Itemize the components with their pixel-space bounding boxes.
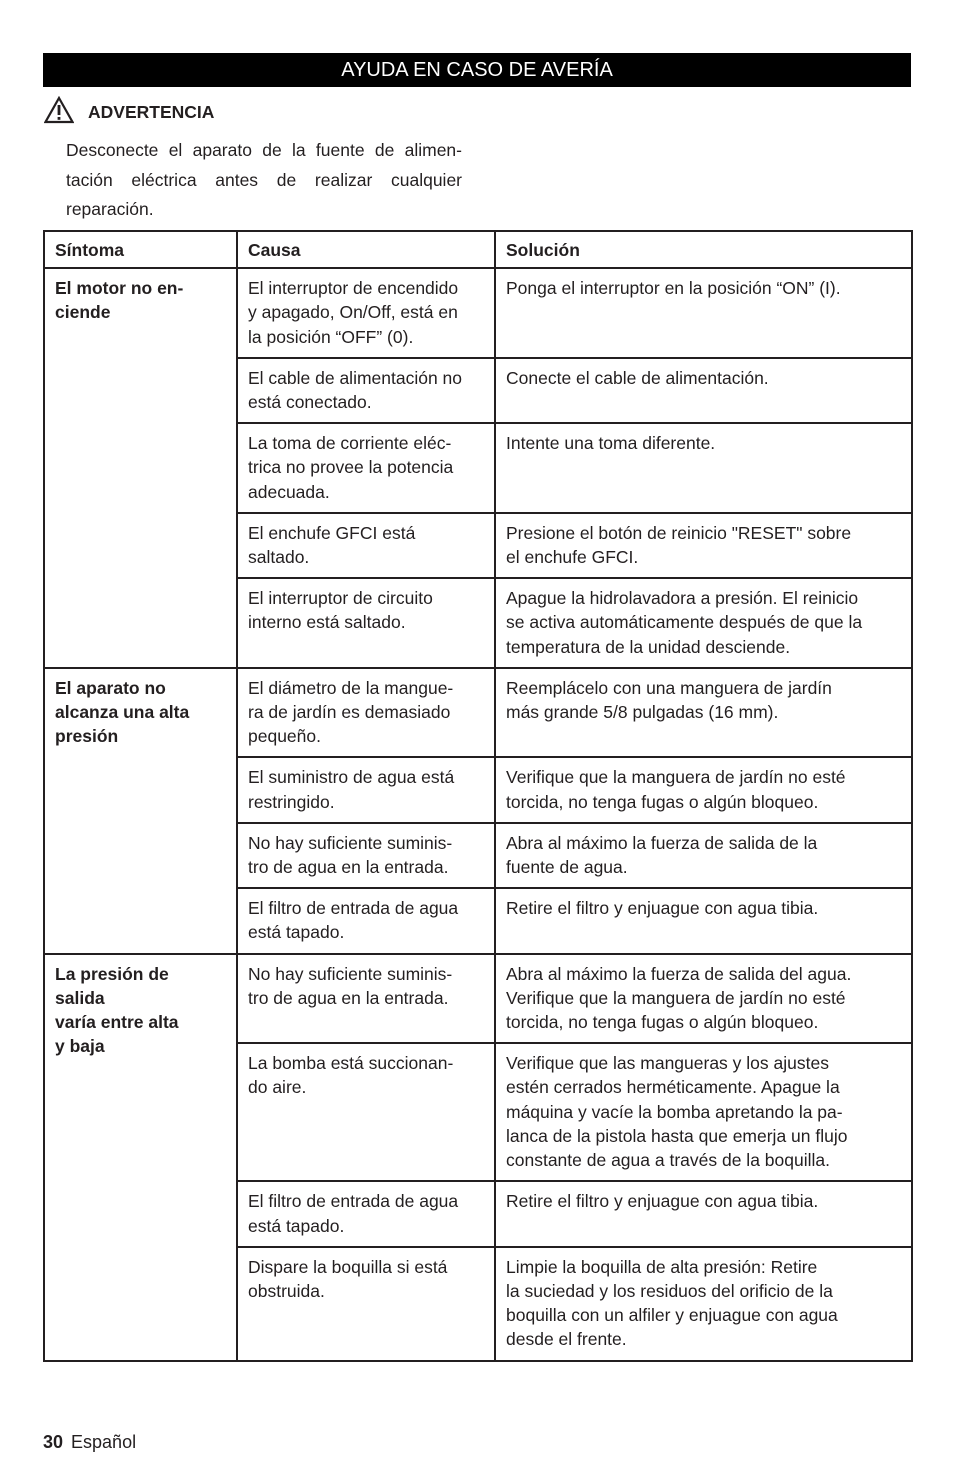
symptom-cell-line: alcanza una alta xyxy=(55,702,190,723)
symptom-cell-line: varía entre alta xyxy=(55,1012,179,1033)
cause-cell xyxy=(237,823,495,888)
cause-cell-line: saltado. xyxy=(248,547,310,568)
cause-cell xyxy=(237,888,495,953)
solution-cell-line: Conecte el cable de alimentación. xyxy=(506,367,769,388)
cause-cell-line: adecuada. xyxy=(248,481,330,502)
solution-cell xyxy=(495,757,912,822)
cause-cell-line: No hay suficiente suminis- xyxy=(248,832,453,853)
solution-cell-line: Abra al máximo la fuerza de salida del agua. xyxy=(506,963,852,984)
solution-cell xyxy=(495,823,912,888)
page-number: 30 xyxy=(43,1432,64,1452)
solution-cell xyxy=(495,1043,912,1181)
symptom-cell-line: La presión de xyxy=(55,963,169,984)
cause-cell xyxy=(237,578,495,668)
cause-cell-line: Dispare la boquilla si está xyxy=(248,1256,448,1277)
solution-cell-line: Verifique que la manguera de jardín no esté xyxy=(506,987,846,1008)
solution-cell xyxy=(495,268,912,358)
cause-cell xyxy=(237,268,495,358)
cause-cell-line: tro de agua en la entrada. xyxy=(248,857,449,878)
cause-cell-line: El filtro de entrada de agua xyxy=(248,898,459,919)
cause-cell xyxy=(237,757,495,822)
cause-cell-line: La bomba está succionan- xyxy=(248,1053,454,1074)
solution-cell-line: Abra al máximo la fuerza de salida de la xyxy=(506,832,818,853)
cause-cell xyxy=(237,668,495,758)
solution-cell-line: el enchufe GFCI. xyxy=(506,547,639,568)
symptom-cell-line: presión xyxy=(55,726,119,747)
column-header-symptom: Síntoma xyxy=(44,231,237,268)
solution-cell xyxy=(495,888,912,953)
solution-cell xyxy=(495,954,912,1044)
solution-cell-line: Ponga el interruptor en la posición “ON” (I). xyxy=(506,278,841,299)
cause-cell xyxy=(237,954,495,1044)
table-header-row xyxy=(44,231,912,268)
solution-cell xyxy=(495,423,912,513)
solution-cell-line: máquina y vacíe la bomba apretando la pa- xyxy=(506,1101,843,1122)
cause-cell-line: y apagado, On/Off, está en xyxy=(248,302,458,323)
cause-cell-line: El enchufe GFCI está xyxy=(248,522,416,543)
solution-cell-line: torcida, no tenga fugas o algún bloqueo. xyxy=(506,1012,819,1033)
warning-text xyxy=(66,136,462,225)
symptom-cell-line: ciende xyxy=(55,302,111,323)
warning-triangle-icon xyxy=(44,96,74,129)
symptom-cell xyxy=(44,954,237,1361)
solution-cell xyxy=(495,1181,912,1246)
solution-cell-line: Limpie la boquilla de alta presión: Retire xyxy=(506,1256,818,1277)
cause-cell-line: está tapado. xyxy=(248,922,345,943)
cause-cell-line: El suministro de agua está xyxy=(248,767,455,788)
cause-cell xyxy=(237,1247,495,1361)
cause-cell-line: está tapado. xyxy=(248,1215,345,1236)
cause-cell-line: la posición “OFF” (0). xyxy=(248,326,414,347)
symptom-cell-line: salida xyxy=(55,987,105,1008)
solution-cell-line: la suciedad y los residuos del orificio de la xyxy=(506,1280,833,1301)
cause-cell-line: El interruptor de encendido xyxy=(248,278,459,299)
cause-cell-line: El diámetro de la mangue- xyxy=(248,677,454,698)
cause-cell xyxy=(237,1043,495,1181)
cause-cell-line: ra de jardín es demasiado xyxy=(248,702,451,723)
cause-cell-line: El cable de alimentación no xyxy=(248,367,463,388)
solution-cell xyxy=(495,358,912,423)
column-header-cause: Causa xyxy=(237,231,495,268)
solution-cell-line: temperatura de la unidad desciende. xyxy=(506,636,791,657)
solution-cell-line: constante de agua a través de la boquilla. xyxy=(506,1150,830,1171)
symptom-cell-line: El aparato no xyxy=(55,677,166,698)
footer-language: Español xyxy=(71,1432,137,1452)
warning-text-line: tación eléctrica antes de realizar cualquier xyxy=(66,169,462,190)
cause-cell-line: tro de agua en la entrada. xyxy=(248,987,449,1008)
cause-cell-line: do aire. xyxy=(248,1077,307,1098)
warning-heading xyxy=(44,97,214,127)
table-body xyxy=(44,268,912,1360)
section-title: AYUDA EN CASO DE AVERÍA xyxy=(341,58,613,81)
solution-cell-line: lanca de la pistola hasta que emerja un flujo xyxy=(506,1125,848,1146)
solution-cell xyxy=(495,578,912,668)
cause-cell xyxy=(237,423,495,513)
solution-cell-line: Apague la hidrolavadora a presión. El reinicio xyxy=(506,588,859,609)
solution-cell-line: boquilla con un alfiler y enjuague con agua xyxy=(506,1305,838,1326)
troubleshooting-table xyxy=(43,230,913,1362)
solution-cell-line: más grande 5/8 pulgadas (16 mm). xyxy=(506,702,779,723)
warning-text-line: Desconecte el aparato de la fuente de alimen- xyxy=(66,140,462,160)
cause-cell-line: restringido. xyxy=(248,791,335,812)
solution-cell-line: Intente una toma diferente. xyxy=(506,433,716,454)
cause-cell-line: El interruptor de circuito xyxy=(248,588,433,609)
solution-cell-line: Verifique que la manguera de jardín no esté xyxy=(506,767,846,788)
solution-cell-line: torcida, no tenga fugas o algún bloqueo. xyxy=(506,791,819,812)
symptom-cell-line: y baja xyxy=(55,1036,105,1057)
cause-cell xyxy=(237,1181,495,1246)
cause-cell xyxy=(237,513,495,578)
warning-text-line: reparación. xyxy=(66,199,154,219)
table-row xyxy=(44,268,912,358)
table-row xyxy=(44,954,912,1044)
cause-cell-line: La toma de corriente eléc- xyxy=(248,433,452,454)
cause-cell-line: El filtro de entrada de agua xyxy=(248,1191,459,1212)
column-header-solution: Solución xyxy=(495,231,912,268)
solution-cell xyxy=(495,513,912,578)
solution-cell-line: Presione el botón de reinicio "RESET" sobre xyxy=(506,522,852,543)
cause-cell-line: No hay suficiente suminis- xyxy=(248,963,453,984)
cause-cell-line: trica no provee la potencia xyxy=(248,457,454,478)
symptom-cell xyxy=(44,268,237,668)
warning-label: ADVERTENCIA xyxy=(88,101,215,122)
table-row xyxy=(44,668,912,758)
cause-cell xyxy=(237,358,495,423)
solution-cell xyxy=(495,1247,912,1361)
cause-cell-line: pequeño. xyxy=(248,726,321,747)
section-title-bar xyxy=(43,53,911,87)
cause-cell-line: obstruida. xyxy=(248,1280,325,1301)
solution-cell xyxy=(495,668,912,758)
solution-cell-line: desde el frente. xyxy=(506,1329,627,1350)
solution-cell-line: Retire el filtro y enjuague con agua tibia. xyxy=(506,898,819,919)
solution-cell-line: Reemplácelo con una manguera de jardín xyxy=(506,677,832,698)
solution-cell-line: Verifique que las mangueras y los ajustes xyxy=(506,1053,829,1074)
symptom-cell-line: El motor no en- xyxy=(55,278,184,299)
cause-cell-line: está conectado. xyxy=(248,392,372,413)
solution-cell-line: fuente de agua. xyxy=(506,857,628,878)
symptom-cell xyxy=(44,668,237,954)
solution-cell-line: se activa automáticamente después de que la xyxy=(506,612,863,633)
page-footer xyxy=(43,1432,136,1453)
solution-cell-line: Retire el filtro y enjuague con agua tibia. xyxy=(506,1191,819,1212)
cause-cell-line: interno está saltado. xyxy=(248,612,406,633)
solution-cell-line: estén cerrados herméticamente. Apague la xyxy=(506,1077,840,1098)
